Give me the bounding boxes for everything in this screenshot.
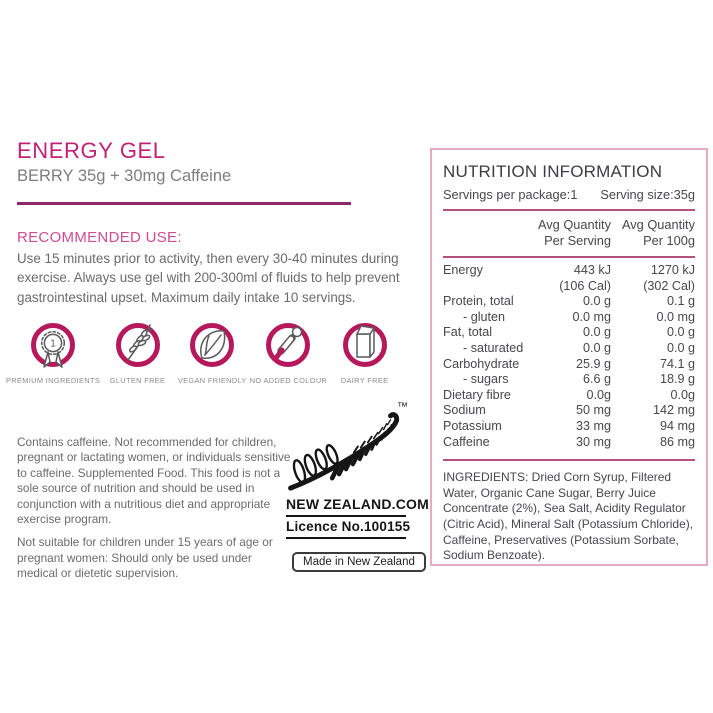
dropper-icon <box>261 317 315 374</box>
nutrition-title: NUTRITION INFORMATION <box>443 162 663 181</box>
caffeine-warning: Contains caffeine. Not recommended for children, pregnant or lactating women, or individuals sensitive to caffeine. Supplemented Food. This food is not a sole source of nutrition and should be used in conjunction with a nutritious diet and appropriate exercise program. <box>17 435 291 527</box>
badge-no-added-colour <box>250 317 328 385</box>
trademark-symbol: ™ <box>397 401 408 413</box>
nutrition-table <box>443 263 695 450</box>
row-per100: 0.0g <box>670 387 695 402</box>
row-per100: (302 Cal) <box>643 278 695 293</box>
children-warning: Not suitable for children under 15 years of age or pregnant women: Should only be used under medical or dietetic supervision. <box>17 535 273 581</box>
leaf-icon <box>185 317 239 374</box>
row-serving: 0.0 mg <box>572 309 611 324</box>
row-serving: 50 mg <box>575 403 611 418</box>
col-per100-header: Avg Quantity Per 100g <box>621 217 695 248</box>
svg-text:1: 1 <box>50 338 56 350</box>
badge-dairy-free <box>327 317 402 385</box>
badge-gluten-free <box>100 317 175 385</box>
wheat-icon <box>111 317 165 374</box>
serving-size: Serving size:35g <box>600 187 695 202</box>
row-serving: 6.6 g <box>582 372 611 387</box>
row-serving: (106 Cal) <box>559 278 611 293</box>
panel-rule <box>443 256 695 258</box>
row-serving: 33 mg <box>575 418 611 433</box>
row-label: - sugars <box>463 372 509 387</box>
row-per100: 18.9 g <box>659 372 695 387</box>
row-label: Dietary fibre <box>443 387 511 402</box>
nutrition-panel <box>430 148 708 566</box>
row-label: Fat, total <box>443 325 492 340</box>
badge-label: DAIRY FREE <box>340 376 389 385</box>
row-label: - gluten <box>463 309 506 324</box>
origin-block <box>286 399 429 572</box>
row-label: - saturated <box>463 340 524 355</box>
row-serving: 0.0g <box>586 387 611 402</box>
row-label: Carbohydrate <box>443 356 520 371</box>
servings-row <box>443 187 695 202</box>
row-per100: 94 mg <box>659 418 695 433</box>
made-in-nz-badge: Made in New Zealand <box>292 552 426 572</box>
row-label: Protein, total <box>443 294 514 309</box>
medal-icon <box>26 317 80 374</box>
header-divider <box>17 202 351 205</box>
col-serving-header: Avg Quantity Per Serving <box>537 217 611 248</box>
licence-number: Licence No.100155 <box>286 517 406 539</box>
panel-rule <box>443 459 695 461</box>
row-serving: 443 kJ <box>573 263 611 277</box>
row-label: Sodium <box>443 403 486 418</box>
row-per100: 0.0 g <box>666 340 695 355</box>
row-per100: 86 mg <box>659 434 695 449</box>
row-serving: 0.0 g <box>582 325 611 340</box>
row-label: Energy <box>443 263 483 277</box>
product-subtitle: BERRY 35g + 30mg Caffeine <box>17 167 232 185</box>
row-per100: 0.1 g <box>666 294 695 309</box>
feature-badges <box>6 317 402 385</box>
row-per100: 142 mg <box>652 403 695 418</box>
row-per100: 0.0 mg <box>656 309 695 324</box>
column-headers <box>443 217 695 249</box>
servings-per-package: Servings per package:1 <box>443 187 578 202</box>
silver-fern-icon <box>286 399 406 496</box>
ingredients-text: INGREDIENTS: Dried Corn Syrup, Filtered Water, Organic Cane Sugar, Berry Juice Concentrate (2%), Sea Salt, Acidity Regulator (Citric Acid), Mineral Salt (Potassium Chloride), Caffeine, Preservatives (Potassium Sorbate, Sodium Benzoate). <box>443 470 694 563</box>
row-serving: 25.9 g <box>575 356 611 371</box>
warning-text <box>17 435 293 582</box>
row-per100: 1270 kJ <box>650 263 695 277</box>
product-header <box>17 138 231 186</box>
row-serving: 30 mg <box>575 434 611 449</box>
row-label: Caffeine <box>443 434 490 449</box>
badge-label: VEGAN FRIENDLY <box>177 376 247 385</box>
badge-vegan-friendly <box>175 317 250 385</box>
row-per100: 0.0 g <box>666 325 695 340</box>
row-label: Potassium <box>443 418 502 433</box>
badge-premium-ingredients <box>6 317 100 385</box>
row-serving: 0.0 g <box>582 340 611 355</box>
panel-rule <box>443 209 695 211</box>
badge-label: GLUTEN FREE <box>109 376 166 385</box>
badge-label: NO ADDED COLOUR <box>249 376 328 385</box>
recommended-use-text: Use 15 minutes prior to activity, then every 30-40 minutes during exercise. Always use gel with 200-300ml of fluids to help prevent gastrointestinal upset. Maximum daily intake 10 servings. <box>17 251 400 305</box>
row-label <box>443 279 531 295</box>
fern-logo <box>286 399 406 496</box>
row-serving: 0.0 g <box>582 294 611 309</box>
product-title: ENERGY GEL <box>17 138 166 163</box>
newzealand-com-text: NEW ZEALAND.COM <box>286 496 406 517</box>
milk-carton-icon <box>338 317 392 374</box>
badge-label: PREMIUM INGREDIENTS <box>6 376 101 385</box>
row-per100: 74.1 g <box>659 356 695 371</box>
recommended-use-heading: RECOMMENDED USE: <box>17 229 182 246</box>
